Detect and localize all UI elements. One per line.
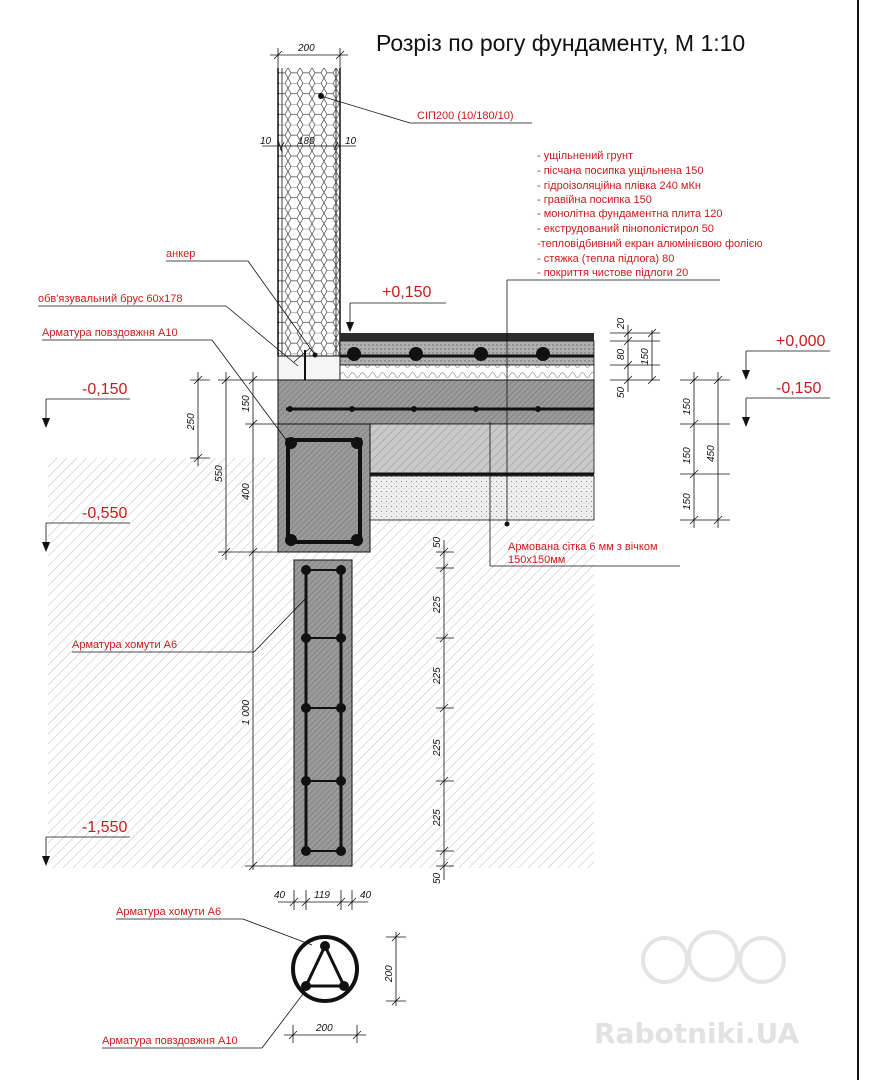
binding-beam: [278, 356, 340, 380]
level-zero: [742, 333, 830, 380]
pile: [294, 560, 352, 866]
layer-2: - пісчана посипка ущільнена 150: [537, 165, 704, 177]
svg-text:225: 225: [432, 739, 443, 756]
svg-text:225: 225: [432, 667, 443, 684]
svg-text:80: 80: [616, 348, 627, 360]
mesh-label-1: Армована сітка 6 мм з вічком: [508, 541, 658, 553]
svg-text:550: 550: [214, 465, 225, 482]
svg-text:20: 20: [616, 317, 627, 329]
pile-cross-section-detail: [293, 937, 357, 1001]
dim-wall-180: 180: [298, 136, 315, 147]
svg-text:150: 150: [640, 348, 651, 365]
level-plus0150: [346, 284, 446, 332]
svg-text:-0,150: -0,150: [82, 381, 128, 398]
layer-5: - монолітна фундаментна плита 120: [537, 208, 723, 220]
svg-text:150: 150: [241, 395, 252, 412]
detail-height-dimension: [384, 932, 406, 1006]
soil-right: [370, 518, 594, 868]
layer-9: - покриття чистове підлоги 20: [537, 267, 689, 279]
svg-text:400: 400: [241, 483, 252, 500]
mesh-label-2: 150х150мм: [508, 554, 566, 566]
level-left-minus0150: [42, 381, 130, 428]
svg-text:1 000: 1 000: [241, 699, 252, 725]
layer-8: - стяжка (тепла підлога) 80: [537, 253, 675, 265]
rebar-long-label: Арматура повздовжня А10: [42, 327, 178, 339]
watermark-text: Rabotniki.UA: [594, 1017, 800, 1050]
layer-4: - гравійна посипка 150: [537, 194, 652, 206]
detail-stirrup-leader: [116, 906, 312, 945]
stirrup-label: Арматура хомути А6: [72, 639, 178, 651]
svg-text:250: 250: [186, 413, 197, 430]
svg-text:50: 50: [616, 386, 627, 398]
foundation-slab: [278, 380, 594, 424]
svg-text:-1,550: -1,550: [82, 819, 128, 836]
watermark-logo: [594, 932, 799, 1050]
svg-text:225: 225: [432, 596, 443, 613]
svg-text:40: 40: [274, 890, 286, 901]
svg-text:-0,550: -0,550: [82, 505, 128, 522]
level-right-minus0150: [742, 380, 830, 427]
sip-wall: [278, 68, 340, 356]
sip-label: СІП200 (10/180/10): [417, 110, 514, 122]
floor-dimensions: [610, 317, 660, 398]
pile-width-dimension: [274, 890, 372, 910]
gravel-layer: [370, 424, 594, 474]
svg-text:50: 50: [432, 872, 443, 884]
svg-text:119: 119: [314, 890, 330, 901]
beam-label: обв'язувальний брус 60х178: [38, 293, 183, 305]
svg-text:150: 150: [682, 447, 693, 464]
drawing-title: Розріз по рогу фундаменту, М 1:10: [376, 30, 746, 56]
sand-layer: [370, 476, 594, 520]
svg-text:450: 450: [706, 445, 717, 462]
svg-text:+0,150: +0,150: [382, 284, 432, 301]
svg-text:-0,150: -0,150: [776, 380, 822, 397]
dim-wall-10a: 10: [260, 136, 272, 147]
svg-text:225: 225: [432, 809, 443, 826]
svg-text:+0,000: +0,000: [776, 333, 826, 350]
anchor-label: анкер: [166, 248, 196, 260]
dim-wall-10b: 10: [345, 136, 357, 147]
floor-build-up: [340, 333, 594, 380]
right-dimensions: [680, 372, 730, 528]
svg-text:150: 150: [682, 493, 693, 510]
detail-stirrup-label: Арматура хомути А6: [116, 906, 222, 918]
dim-wall-200: 200: [298, 43, 315, 54]
wall-width-dimension: [270, 43, 348, 68]
layer-1: - ущільнений грунт: [537, 150, 634, 162]
svg-text:200: 200: [384, 965, 395, 982]
layer-7: -тепловідбивний екран алюмінієвою фолією: [537, 238, 763, 250]
svg-text:150: 150: [682, 398, 693, 415]
svg-text:200: 200: [316, 1023, 333, 1034]
layer-6: - екструдований пінополістирол 50: [537, 223, 714, 235]
svg-text:40: 40: [360, 890, 372, 901]
layer-3: - гідроізоляційна плівка 240 мКн: [537, 180, 701, 192]
svg-text:50: 50: [432, 536, 443, 548]
detail-long-label: Арматура повздовжня А10: [102, 1035, 238, 1047]
sip-leader: [318, 93, 532, 123]
detail-width-dimension: [284, 1023, 366, 1043]
detail-long-leader: [102, 990, 306, 1048]
